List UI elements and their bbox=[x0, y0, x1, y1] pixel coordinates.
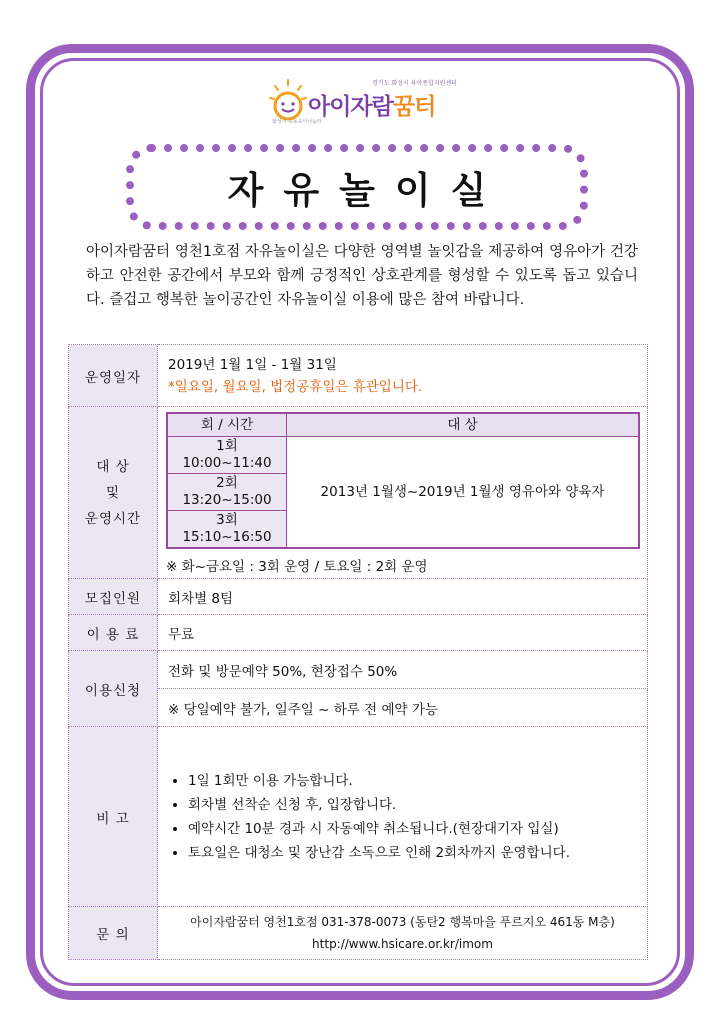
contact-url-link[interactable]: http://www.hsicare.or.kr/imom bbox=[312, 937, 493, 951]
label-period: 운영일자 bbox=[69, 345, 158, 407]
row-apply bbox=[69, 651, 648, 689]
row-remarks bbox=[69, 727, 648, 907]
logo-name-part2: 꿈터 bbox=[392, 94, 436, 120]
session-time: 15:10~16:50 bbox=[182, 529, 272, 545]
list-item: • 1일 1회만 이용 가능합니다. bbox=[188, 769, 637, 793]
session-2 bbox=[167, 474, 287, 511]
label-schedule bbox=[69, 407, 158, 579]
schedule-note: ※ 화~금요일 : 3회 운영 / 토요일 : 2회 운영 bbox=[166, 559, 428, 575]
session-name: 2회 bbox=[216, 475, 238, 491]
capacity-value: 회차별 8팀 bbox=[158, 579, 648, 615]
label-schedule-2: 및 bbox=[105, 484, 121, 501]
title-box bbox=[126, 144, 588, 230]
page-title: 자유놀이실 bbox=[227, 169, 507, 212]
contact-content bbox=[158, 907, 648, 960]
label-schedule-3: 운영시간 bbox=[84, 510, 142, 527]
schedule-content bbox=[158, 407, 648, 579]
row-contact bbox=[69, 907, 648, 960]
schedule-header-row bbox=[167, 413, 639, 437]
label-contact: 문 의 bbox=[69, 907, 158, 960]
logo-sub: 화성시 공동육아나눔터 bbox=[272, 119, 322, 125]
schedule-table bbox=[166, 412, 640, 549]
session-time: 10:00~11:40 bbox=[182, 455, 272, 471]
schedule-row bbox=[167, 437, 639, 474]
session-name: 1회 bbox=[216, 438, 238, 454]
row-fee bbox=[69, 615, 648, 651]
session-time: 13:20~15:00 bbox=[182, 492, 272, 508]
session-3 bbox=[167, 511, 287, 549]
label-capacity: 모집인원 bbox=[69, 579, 158, 615]
fee-value: 무료 bbox=[158, 615, 648, 651]
session-1 bbox=[167, 437, 287, 474]
remarks-list bbox=[168, 769, 637, 865]
session-name: 3회 bbox=[216, 512, 238, 528]
logo bbox=[268, 74, 478, 126]
logo-name bbox=[308, 88, 435, 121]
contact-info: 아이자람꿈터 영천1호점 031-378-0073 (동탄2 행복마을 푸르지오 461동 M층) bbox=[190, 915, 615, 929]
period-content bbox=[158, 345, 648, 407]
remarks-content bbox=[158, 727, 648, 907]
row-schedule bbox=[69, 407, 648, 579]
info-table bbox=[68, 344, 648, 960]
period-dates: 2019년 1월 1일 - 1월 31일 bbox=[168, 356, 337, 373]
row-period bbox=[69, 345, 648, 407]
list-item: • 회차별 선착순 신청 후, 입장합니다. bbox=[188, 793, 637, 817]
intro-paragraph: 아이자람꿈터 영천1호점 자유놀이실은 다양한 영역별 놀잇감을 제공하여 영유아가 건강하고 안전한 공간에서 부모와 함께 긍정적인 상호관계를 형성할 수 있도록 돕고 있습니다. 즐겁고 행복한 놀이공간인 자유놀이실 이용에 많은 참여 바랍니다. bbox=[86, 244, 638, 308]
schedule-target: 2013년 1월생~2019년 1월생 영유아와 양육자 bbox=[287, 437, 640, 549]
row-capacity bbox=[69, 579, 648, 615]
apply-line2: ※ 당일예약 불가, 일주일 ~ 하루 전 예약 가능 bbox=[158, 689, 648, 727]
list-item: • 토요일은 대청소 및 장난감 소독으로 인해 2회차까지 운영합니다. bbox=[188, 841, 637, 865]
label-schedule-1: 대 상 bbox=[96, 458, 130, 475]
apply-line1: 전화 및 방문예약 50%, 현장접수 50% bbox=[158, 651, 648, 689]
label-remarks: 비 고 bbox=[69, 727, 158, 907]
logo-tagline: 경기도 화성시 육아종합지원센터 bbox=[372, 80, 457, 87]
list-item: • 예약시간 10분 경과 시 자동예약 취소됩니다.(현장대기자 입실) bbox=[188, 817, 637, 841]
label-fee: 이 용 료 bbox=[69, 615, 158, 651]
logo-name-part1: 아이자람 bbox=[308, 94, 393, 120]
schedule-header-target: 대 상 bbox=[287, 413, 640, 437]
sun-face-icon bbox=[268, 78, 308, 122]
period-closed-note: *일요일, 월요일, 법정공휴일은 휴관입니다. bbox=[168, 378, 423, 395]
label-apply: 이용신청 bbox=[69, 651, 158, 727]
schedule-header-session: 회 / 시간 bbox=[167, 413, 287, 437]
